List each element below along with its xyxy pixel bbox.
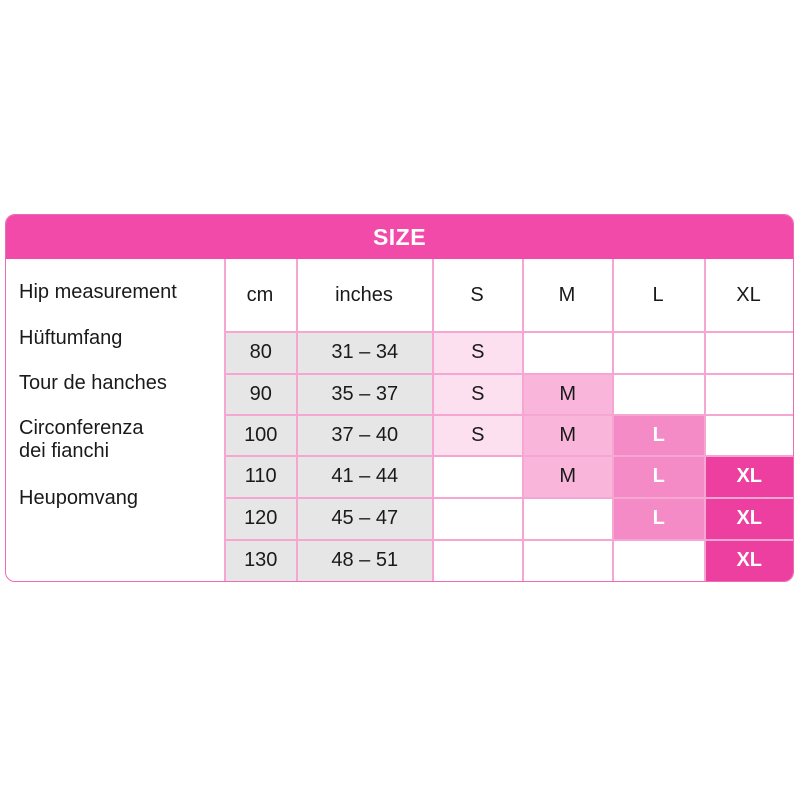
cell-size-l: L <box>614 457 705 498</box>
size-title: SIZE <box>6 215 793 259</box>
label-french: Tour de hanches <box>19 372 167 394</box>
cell-size-m: M <box>524 375 613 415</box>
label-italian-line1: Circonferenza <box>19 417 144 439</box>
cell-size-xl: XL <box>706 499 794 540</box>
grid-line-horizontal <box>224 331 793 333</box>
cell-size-s <box>434 457 523 498</box>
cell-cm: 100 <box>226 416 297 456</box>
cell-size-s: S <box>434 375 523 415</box>
cell-size-s: S <box>434 416 523 456</box>
cell-cm: 120 <box>226 499 297 540</box>
cell-size-l: L <box>614 499 705 540</box>
cell-size-s <box>434 499 523 540</box>
grid-line-vertical <box>612 259 614 581</box>
cell-size-l: L <box>614 416 705 456</box>
header-cm: cm <box>246 283 274 306</box>
label-english: Hip measurement <box>19 281 177 303</box>
cell-size-xl: XL <box>706 457 794 498</box>
cell-inches: 31 – 34 <box>298 333 433 374</box>
header-xl: XL <box>736 283 761 306</box>
cell-size-m: M <box>524 457 613 498</box>
cell-size-l <box>614 375 705 415</box>
grid-line-vertical <box>522 259 524 581</box>
grid-line-horizontal <box>224 497 793 499</box>
cell-cm: 110 <box>226 457 297 498</box>
cell-inches: 41 – 44 <box>298 457 433 498</box>
size-chart <box>5 214 794 582</box>
grid-line-vertical <box>224 259 226 581</box>
label-italian-line2: dei fianchi <box>19 440 110 462</box>
cell-size-xl <box>706 416 794 456</box>
cell-size-xl <box>706 375 794 415</box>
cell-inches: 35 – 37 <box>298 375 433 415</box>
cell-size-l <box>614 541 705 582</box>
grid-line-horizontal <box>224 539 793 541</box>
header-inches: inches <box>335 283 393 306</box>
header-l: L <box>652 283 664 306</box>
cell-size-m <box>524 499 613 540</box>
cell-cm: 90 <box>226 375 297 415</box>
label-german: Hüftumfang <box>19 327 123 349</box>
cell-size-m <box>524 333 613 374</box>
grid-line-horizontal <box>224 414 793 416</box>
cell-inches: 45 – 47 <box>298 499 433 540</box>
grid-line-vertical <box>432 259 434 581</box>
cell-cm: 80 <box>226 333 297 374</box>
cell-cm: 130 <box>226 541 297 582</box>
cell-inches: 48 – 51 <box>298 541 433 582</box>
cell-size-s <box>434 541 523 582</box>
cell-inches: 37 – 40 <box>298 416 433 456</box>
header-s: S <box>470 283 484 306</box>
cell-size-xl: XL <box>706 541 794 582</box>
cell-size-m <box>524 541 613 582</box>
grid-line-vertical <box>704 259 706 581</box>
cell-size-s: S <box>434 333 523 374</box>
grid-line-horizontal <box>224 373 793 375</box>
cell-size-m: M <box>524 416 613 456</box>
cell-size-l <box>614 333 705 374</box>
grid-line-vertical <box>296 259 298 581</box>
label-dutch: Heupomvang <box>19 487 138 509</box>
header-m: M <box>558 283 576 306</box>
cell-size-xl <box>706 333 794 374</box>
grid-line-horizontal <box>224 455 793 457</box>
